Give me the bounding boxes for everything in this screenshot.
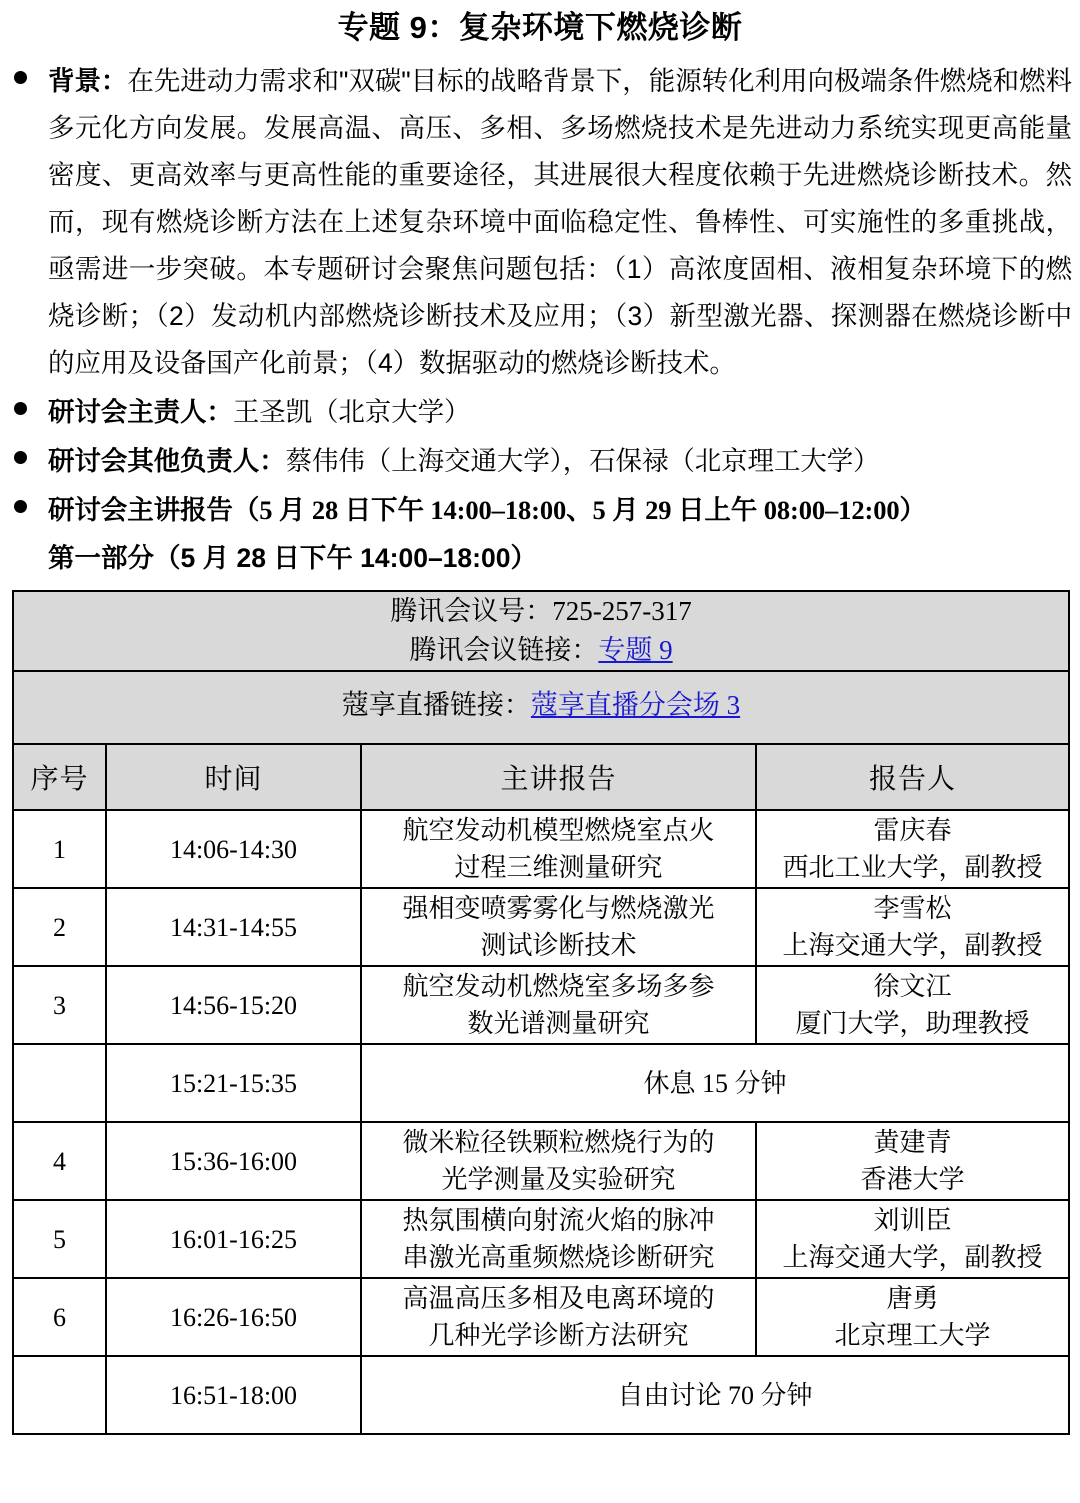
background-body: 在先进动力需求和"双碳"目标的战略背景下，能源转化利用向极端条件燃烧和燃料多元化方向发展。发展高温、高压、多相、多场燃烧技术是先进动力系统实现更高能量密度、更高效率与更高性能的重要途径，其进展很大程度依赖于先进燃烧诊断技术。然而，现有燃烧诊断方法在上述复杂环境中面临稳定性、鲁棒性、可实施性的多重挑战，亟需进一步突破。本专题研讨会聚焦问题包括：（1）高浓度固相、液相复杂环境下的燃烧诊断；（2）发动机内部燃烧诊断技术及应用；（3）新型激光器、探测器在燃烧诊断中的应用及设备国产化前景；（4）数据驱动的燃烧诊断技术。 [48,66,1072,378]
table-header-row [13,744,1069,810]
row-topic-line1: 强相变喷雾雾化与燃烧激光 [402,894,715,923]
column-header-index: 序号 [13,744,106,810]
row-speaker-name: 刘训臣 [873,1206,952,1235]
row-index: 4 [13,1122,106,1200]
row-index: 6 [13,1278,106,1356]
row-speaker-name: 雷庆春 [873,816,952,845]
page-title: 专题 9：复杂环境下燃烧诊断 [337,10,743,45]
table-row-discussion [13,1356,1069,1434]
table-row [13,1200,1069,1278]
row-topic [361,810,756,888]
row-topic-line1: 航空发动机燃烧室多场多参 [402,972,715,1001]
row-speaker [756,1278,1069,1356]
table-row [13,810,1069,888]
row-time: 14:31-14:55 [106,888,361,966]
live-info-row [13,671,1069,744]
row-speaker-name: 唐勇 [886,1284,939,1313]
row-speaker-affiliation: 北京理工大学 [834,1321,991,1350]
row-speaker [756,1200,1069,1278]
row-speaker-affiliation: 香港大学 [860,1165,965,1194]
row-time: 15:36-16:00 [106,1122,361,1200]
column-header-topic: 主讲报告 [361,744,756,810]
row-topic-line1: 高温高压多相及电离环境的 [402,1284,715,1313]
row-time: 14:06-14:30 [106,810,361,888]
row-speaker [756,888,1069,966]
row-speaker-affiliation: 上海交通大学，副教授 [782,1243,1043,1272]
row-topic-line1: 微米粒径铁颗粒燃烧行为的 [402,1128,715,1157]
bullet-dot-icon [14,71,27,84]
row-time: 16:26-16:50 [106,1278,361,1356]
schedule-table [12,590,1070,1435]
row-speaker-name: 李雪松 [873,894,952,923]
row-topic-line2: 光学测量及实验研究 [441,1165,676,1194]
row-note: 自由讨论 70 分钟 [361,1356,1069,1434]
bullet-item-background [0,58,1072,387]
row-time: 16:51-18:00 [106,1356,361,1434]
chief-organizer-text [48,389,1072,436]
other-organizers-text [48,438,1072,485]
row-speaker [756,966,1069,1044]
row-topic-line1: 热氛围横向射流火焰的脉冲 [402,1206,715,1235]
meeting-number-line [14,592,1068,631]
column-header-time: 时间 [106,744,361,810]
table-row-break [13,1044,1069,1122]
other-organizers-body: 蔡伟伟（上海交通大学），石保禄（北京理工大学） [285,446,880,476]
bullet-dot-icon [14,500,27,513]
table-row [13,1278,1069,1356]
row-topic [361,1278,756,1356]
background-label: 背景： [48,66,128,96]
background-text [48,58,1072,387]
row-topic-line2: 数光谱测量研究 [467,1009,650,1038]
bullet-item-chief-organizer [0,389,1072,436]
meeting-number-label: 腾讯会议号： [390,596,553,626]
chief-organizer-body: 王圣凯（北京大学） [232,397,471,427]
bullet-item-other-organizers [0,438,1072,485]
live-link-label: 蔻享直播链接： [341,690,531,720]
row-index: 5 [13,1200,106,1278]
row-topic-line2: 测试诊断技术 [480,931,637,960]
row-speaker-affiliation: 上海交通大学，副教授 [782,931,1043,960]
row-topic-line2: 几种光学诊断方法研究 [428,1321,689,1350]
row-time: 16:01-16:25 [106,1200,361,1278]
live-link[interactable]: 蔻享直播分会场 3 [530,690,741,720]
row-topic [361,1200,756,1278]
bullet-list [0,58,1080,580]
meeting-info-row [13,591,1069,671]
part-one-line: 第一部分（5 月 28 日下午 14:00–18:00） [48,543,537,573]
row-speaker [756,810,1069,888]
keynote-sessions-body: （5 月 28 日下午 14:00–18:00、5 月 29 日上午 08:00–12:00） [232,495,926,525]
row-topic-line2: 串激光高重频燃烧诊断研究 [402,1243,715,1272]
meeting-link-line [14,631,1068,670]
other-organizers-label: 研讨会其他负责人： [48,446,286,476]
row-note: 休息 15 分钟 [361,1044,1069,1122]
row-index [13,1356,106,1434]
row-topic [361,966,756,1044]
keynote-sessions-text [48,487,1072,534]
row-topic-line2: 过程三维测量研究 [454,853,663,882]
row-speaker [756,1122,1069,1200]
bullet-dot-icon [14,402,27,415]
table-row [13,888,1069,966]
meeting-number-value: 725-257-317 [552,596,692,626]
live-link-cell [13,671,1069,744]
row-index: 1 [13,810,106,888]
row-time: 15:21-15:35 [106,1044,361,1122]
row-topic [361,1122,756,1200]
chief-organizer-label: 研讨会主责人： [48,397,233,427]
meeting-info-cell [13,591,1069,671]
row-index: 3 [13,966,106,1044]
row-speaker-name: 徐文江 [873,972,952,1001]
row-speaker-affiliation: 西北工业大学，副教授 [782,853,1043,882]
bullet-dot-icon [14,451,27,464]
keynote-sessions-label: 研讨会主讲报告 [48,495,233,525]
row-index: 2 [13,888,106,966]
live-link-line [18,686,1064,725]
row-topic-line1: 航空发动机模型燃烧室点火 [402,816,715,845]
row-time: 14:56-15:20 [106,966,361,1044]
meeting-link-label: 腾讯会议链接： [409,635,599,665]
row-speaker-affiliation: 厦门大学，助理教授 [795,1009,1030,1038]
meeting-link[interactable]: 专题 9 [598,635,673,665]
row-index [13,1044,106,1122]
row-topic [361,888,756,966]
table-row [13,966,1069,1044]
column-header-speaker: 报告人 [756,744,1069,810]
row-speaker-name: 黄建青 [873,1128,952,1157]
bullet-item-keynote-sessions [0,487,1072,534]
table-row [13,1122,1069,1200]
